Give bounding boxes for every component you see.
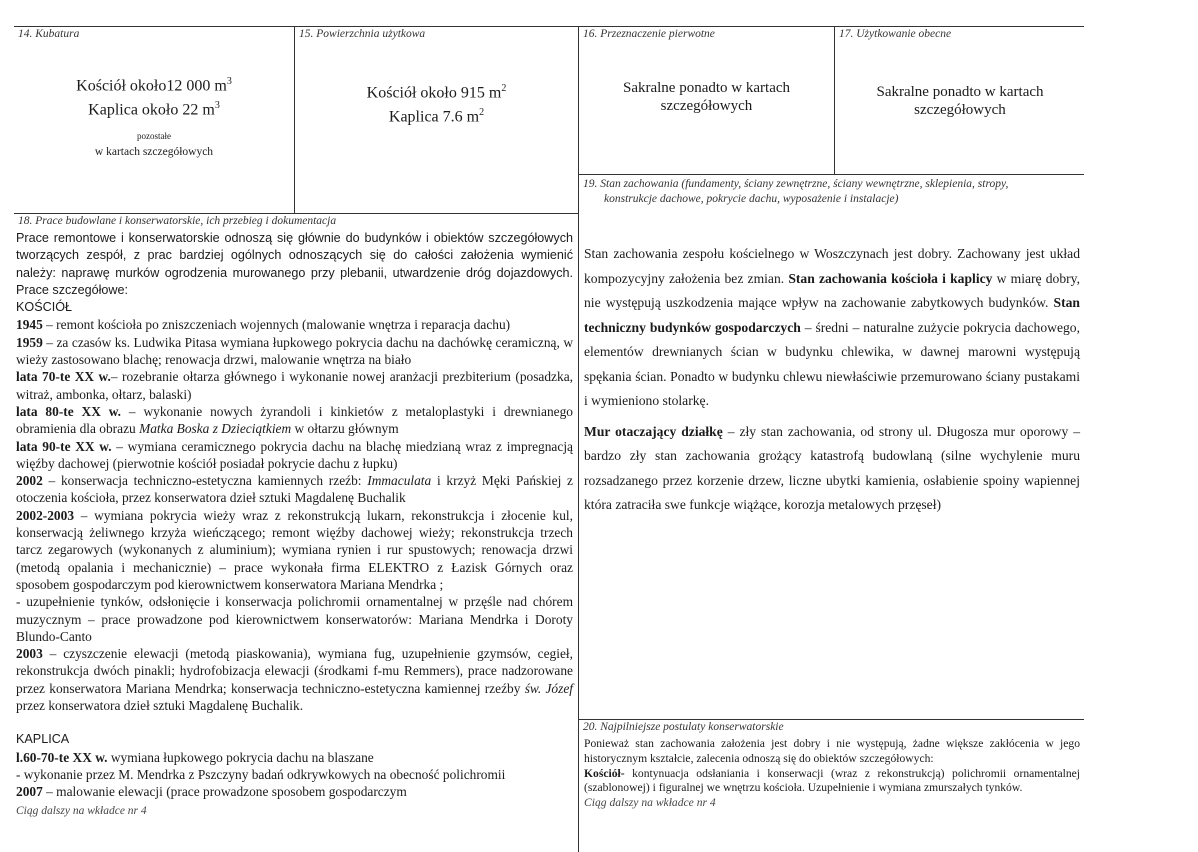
main-vertical-divider (578, 26, 579, 852)
kubatura-others-label: pozostałe (137, 131, 171, 141)
entry-2002-2003-polichromia: - uzupełnienie tynków, odsłonięcie i konserwacja polichromii ornamentalnej w przęśle nad chórem muzycznym – prace prowadzone pod kierownictwem konserwatorów: Mariana Mendrka i Doroty Blundo-Canto (16, 594, 573, 644)
entry-2002: 2002 – konserwacja techniczno-estetyczna kamiennych rzeźb: Immaculata i krzyż Męki Pańskiej z otoczenia kościoła, przez konserwatora dzieł sztuki Magdalenę Buchalik (16, 473, 573, 506)
powierzchnia-header: 15. Powierzchnia użytkowa (299, 28, 426, 40)
entry-lata-90: lata 90-te XX w. – wymiana ceramicznego pokrycia dachu na blachę miedzianą wraz z impregnacją więźby dachowej (pierwotnie kościół posiadał pokrycie dachu z łupku) (16, 438, 573, 471)
przeznaczenie-line-2: szczegółowych (660, 98, 753, 114)
entry-2002-2003: 2002-2003 – wymiana pokrycia wieży wraz z rekonstrukcją lukarn, rekonstrukcja i złocenie kul, konserwacją żeliwnego krzyża wieńczącego; remont więźby dachowej wieży; rekonstrukcja trzech tarcz zegarowych (wykonanych z aluminium); wymiana rynien i rur spustowych; renowacja drzwi (metodą opalania i mechanicznie) – prace wykonała firma ELEKTRO z Łazisk Górnych oraz sposobem gospodarczym pod kierownictwem konserwatora Mariana Mendrka ; (16, 507, 573, 592)
postulaty-header: 20. Najpilniejsze postulaty konserwatorskie (583, 721, 784, 733)
divider-row1-left (14, 213, 579, 214)
entry-1959: 1959 – za czasów ks. Ludwika Pitasa wymiana łupkowego pokrycia dachu na dachówkę ceramiczną, w wieży zastosowano blachę; renowacja drzwi, malowanie wnętrza na biało (16, 334, 573, 368)
stan-paragraph-1: Stan zachowania zespołu kościelnego w Woszczynach jest dobry. Zachowany jest układ kompozycyjny założenia bez zmian. Stan zachowania kościoła i kaplicy w miarę dobry, nie występują uszkodzenia mające wpływ na zachowanie zabytkowych budynków. Stan techniczny budynków gospodarczych – średni – naturalne zużycie pokrycia dachowego, elementów drewnianych ścian w budynku chlewika, w dawnej marowni występują spękania ścian. Ponadto w budynku chlewu niewłaściwie przemurowano ściany pustakami i wymieniono stolarkę. (584, 246, 1080, 408)
entry-1945: 1945 – remont kościoła po zniszczeniach wojennych (malowanie wnętrza i reparacja dachu) (16, 317, 511, 333)
stan-header-1: 19. Stan zachowania (fundamenty, ściany zewnętrzne, ściany wewnętrzne, sklepienia, stropy, (583, 178, 1009, 190)
postulaty-body (584, 737, 1080, 811)
kubatura-header: 14. Kubatura (18, 28, 80, 40)
prace-intro: Prace remontowe i konserwatorskie odnoszą się głównie do budynków i obiektów szczegółowych tworzących zespół, z prac bardziej ogólnych odnoszących się do całości założenia wymienić należy: naprawę murków ogrodzenia murowanego przy plebanii, utwardzenie dróg dojazdowych. Prace szczegółowe: (16, 231, 573, 297)
kubatura-values (14, 72, 294, 121)
stan-header-2: konstrukcje dachowe, pokrycie dachu, wyposażenie i instalacje) (604, 193, 899, 205)
uzytkowanie-line-2: szczegółowych (914, 102, 1006, 118)
kubatura-church: Kościół około12 000 $m^3$ (76, 76, 232, 95)
divider-row1-right (578, 174, 1084, 175)
powierzchnia-church: Kościół około 915 $m^2$ (366, 83, 507, 102)
entry-2003: 2003 – czyszczenie elewacji (metodą piaskowania), wymiana fug, uzupełnienie gzymsów, cegieł, rekonstrukcja dwóch pinakli; hydrofobizacja elewacji (środkami f-mu Remmers), prace nadzorowane przez konserwatora Mariana Mendrka; konserwacja techniczno-estetyczna kamiennej rzeźby św. Józef przez konserwatora dzieł sztuki Magdalenę Buchalik. (16, 646, 574, 714)
uzytkowanie-header: 17. Użytkowanie obecne (839, 28, 952, 40)
powierzchnia-values (295, 79, 578, 128)
postulaty-kosciol: Kościół- kontynuacja odsłaniania i konserwacji (wraz z rekonstrukcją) polichromii ornamentalnej (szablonowej) i figuralnej we wnętrzu kościoła. Uzupełnienie i wymiana zmurszałych tynków. (584, 766, 1080, 795)
entry-lata-70: lata 70-te XX w.– rozebranie ołtarza głównego i wykonanie nowej aranżacji prezbiterium (posadzka, witraż, ambonka, ołtarz, balaski) (16, 369, 573, 402)
przeznaczenie-text (579, 79, 834, 115)
postulaty-intro: Ponieważ stan zachowania założenia jest dobry i nie występują, żadne większe zakłócenia w jego historycznym kształcie, zalecenia odnoszą się do obiektów szczegółowych: (584, 737, 1080, 765)
prace-continuation: Ciąg dalszy na wkładce nr 4 (16, 804, 147, 817)
kaplica-entry-2: - wykonanie przez M. Mendrka z Pszczyny badań odkrywkowych na obecność polichromii (16, 766, 506, 782)
kaplica-entry-1: l.60-70-te XX w. wymiana łupkowego pokrycia dachu na blaszane (16, 749, 374, 765)
kaplica-entry-3: 2007 – malowanie elewacji (prace prowadzone sposobem gospodarczym (16, 784, 407, 800)
prace-header: 18. Prace budowlane i konserwatorskie, ich przebieg i dokumentacja (18, 215, 337, 227)
kosciol-title: KOŚCIÓŁ (16, 300, 72, 315)
stan-body (584, 242, 1080, 518)
kubatura-others (14, 130, 294, 162)
top-border (14, 26, 1084, 27)
przeznaczenie-line-1: Sakralne ponadto w kartach (622, 80, 791, 96)
kubatura-chapel: Kaplica około 22 $m^3$ (88, 100, 220, 119)
uzytkowanie-text (835, 83, 1085, 119)
entry-lata-80: lata 80-te XX w. – wykonanie nowych żyrandoli i kinkietów z metaloplastyki i drewnianego obramienia dla obrazu Matka Boska z Dzieciątkiem w ołtarzu głównym (16, 403, 573, 437)
kubatura-others-note: w kartach szczegółowych (94, 146, 214, 158)
przeznaczenie-header: 16. Przeznaczenie pierwotne (583, 28, 715, 40)
divider-section-20 (578, 719, 1084, 720)
stan-paragraph-2: Mur otaczający działkę – zły stan zachowania, od strony ul. Długosza mur oporowy – bardzo zły stan zachowania grożący katastrofą budowlaną (silne wychylenie muru rozsadzanego przez korzenie drzew, liczne ubytki kamienia, osłabienie spoiny wapiennej która zatraciła swe funkcje wiążące, korozja metalowych przęseł) (584, 423, 1080, 512)
kaplica-title: KAPLICA (16, 732, 70, 747)
postulaty-continuation: Ciąg dalszy na wkładce nr 4 (584, 796, 716, 810)
uzytkowanie-line-1: Sakralne ponadto w kartach (876, 84, 1044, 100)
powierzchnia-chapel: Kaplica 7.6 $m^2$ (388, 107, 485, 126)
prace-body (16, 230, 573, 820)
